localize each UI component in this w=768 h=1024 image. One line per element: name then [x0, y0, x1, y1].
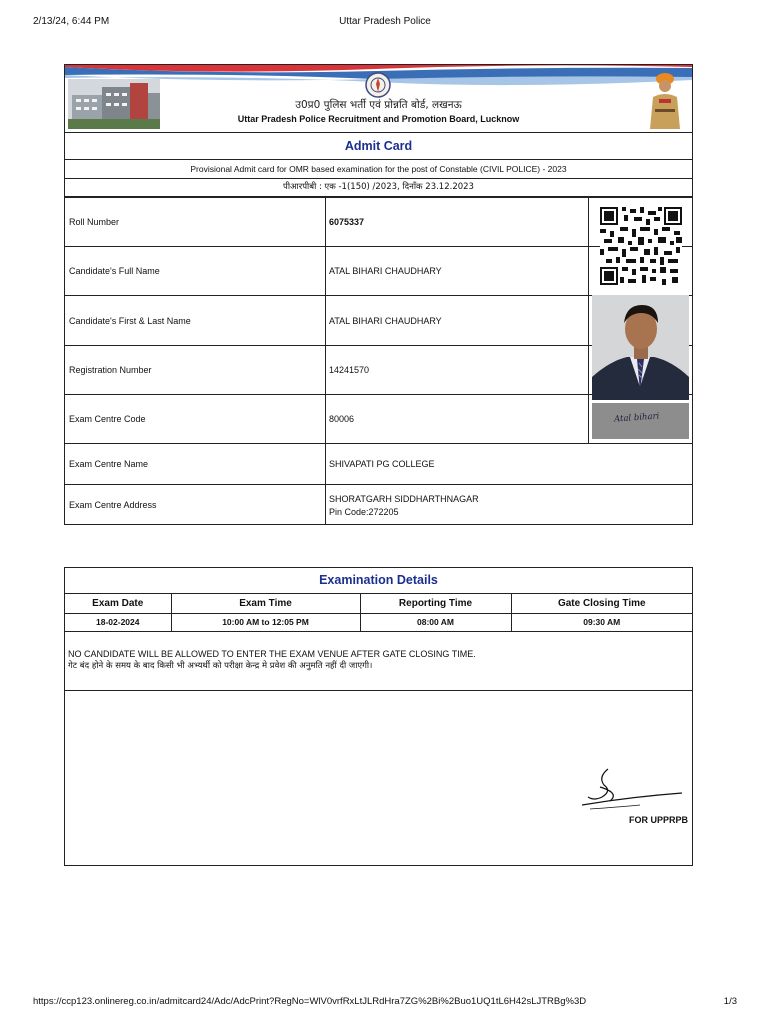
info-label: Exam Centre Address [69, 500, 157, 510]
pin-code: Pin Code:272205 [329, 506, 399, 517]
first-last-name-value: ATAL BIHARI CHAUDHARY [329, 315, 442, 326]
reporting-time-header: Reporting Time [360, 594, 511, 613]
page-number: 1/3 [723, 996, 737, 1007]
info-label: Exam Centre Name [69, 459, 149, 469]
admit-card-title: Admit Card [65, 133, 692, 160]
signature-text: Atal bihari [613, 411, 660, 425]
reporting-time-value: 08:00 AM [360, 613, 511, 631]
admit-card [64, 64, 693, 525]
candidate-signature [592, 403, 689, 439]
exam-date-header: Exam Date [65, 594, 171, 613]
print-page-title: Uttar Pradesh Police [339, 16, 431, 27]
centre-code-value: 80006 [329, 414, 355, 424]
table-row [65, 613, 692, 631]
header-banner [65, 65, 692, 133]
notice-english: NO CANDIDATE WILL BE ALLOWED TO ENTER THE EXAM VENUE AFTER GATE CLOSING TIME. [68, 648, 476, 659]
page-url: https://ccp123.onlinereg.co.in/admitcard24/Adc/AdcPrint?RegNo=WlV0vrfRxLtJLRdHra7ZG%2Bi%2Buo1UQ1tL6H42sLJTRBg%3D [33, 996, 587, 1007]
address-line: SHORATGARH SIDDHARTHNAGAR [329, 493, 479, 504]
exam-schedule-table [65, 594, 692, 632]
gate-closing-value: 09:30 AM [511, 613, 692, 631]
info-label: Registration Number [69, 365, 152, 375]
info-row-centre-name [65, 444, 692, 485]
info-label: Candidate's First & Last Name [69, 315, 191, 326]
info-row-centre-address [65, 485, 692, 525]
info-label: Exam Centre Code [69, 414, 146, 424]
exam-time-header: Exam Time [171, 594, 360, 613]
candidate-photo [592, 295, 689, 400]
centre-name-value: SHIVAPATI PG COLLEGE [329, 459, 435, 469]
exam-details-title: Examination Details [65, 568, 692, 594]
qr-code [600, 207, 682, 285]
registration-number-value: 14241570 [329, 365, 370, 375]
table-header-row [65, 594, 692, 613]
authority-label: FOR UPPRPB [628, 815, 688, 825]
provisional-note: Provisional Admit card for OMR based examination for the post of Constable (CIVIL POLICE) - 2023 [65, 160, 692, 179]
print-footer [33, 996, 737, 1010]
full-name-value: ATAL BIHARI CHAUDHARY [329, 266, 442, 276]
gate-closing-header: Gate Closing Time [511, 594, 692, 613]
info-row-roll-number [65, 198, 692, 247]
exam-date-value: 18-02-2024 [65, 613, 171, 631]
examination-details [64, 567, 693, 866]
info-row-full-name [65, 247, 692, 296]
reference-hindi: पीआरपीबी : एक -1(150) /2023, दिनाँक 23.12.2023 [65, 179, 692, 198]
notice-hindi: गेट बंद होने के समय के बाद किसी भी अभ्यर्थी को परीक्षा केन्द्र मे प्रवेश की अनुमति नहीं दी जाएगी। [68, 660, 373, 671]
centre-address-value [329, 485, 479, 525]
authority-signature [580, 763, 685, 811]
print-header [33, 16, 737, 30]
board-hindi-title: उ0प्र0 पुलिस भर्ती एवं प्रोन्नति बोर्ड, लखनऊ [295, 99, 462, 111]
police-emblem-icon [365, 72, 391, 98]
info-label: Candidate's Full Name [69, 266, 160, 276]
print-date: 2/13/24, 6:44 PM [33, 16, 110, 27]
exam-time-value: 10:00 AM to 12:05 PM [171, 613, 360, 631]
roll-number-value: 6075337 [329, 217, 365, 227]
info-label: Roll Number [69, 217, 120, 227]
gate-closing-notice [65, 632, 692, 691]
board-english-title: Uttar Pradesh Police Recruitment and Promotion Board, Lucknow [237, 114, 520, 124]
